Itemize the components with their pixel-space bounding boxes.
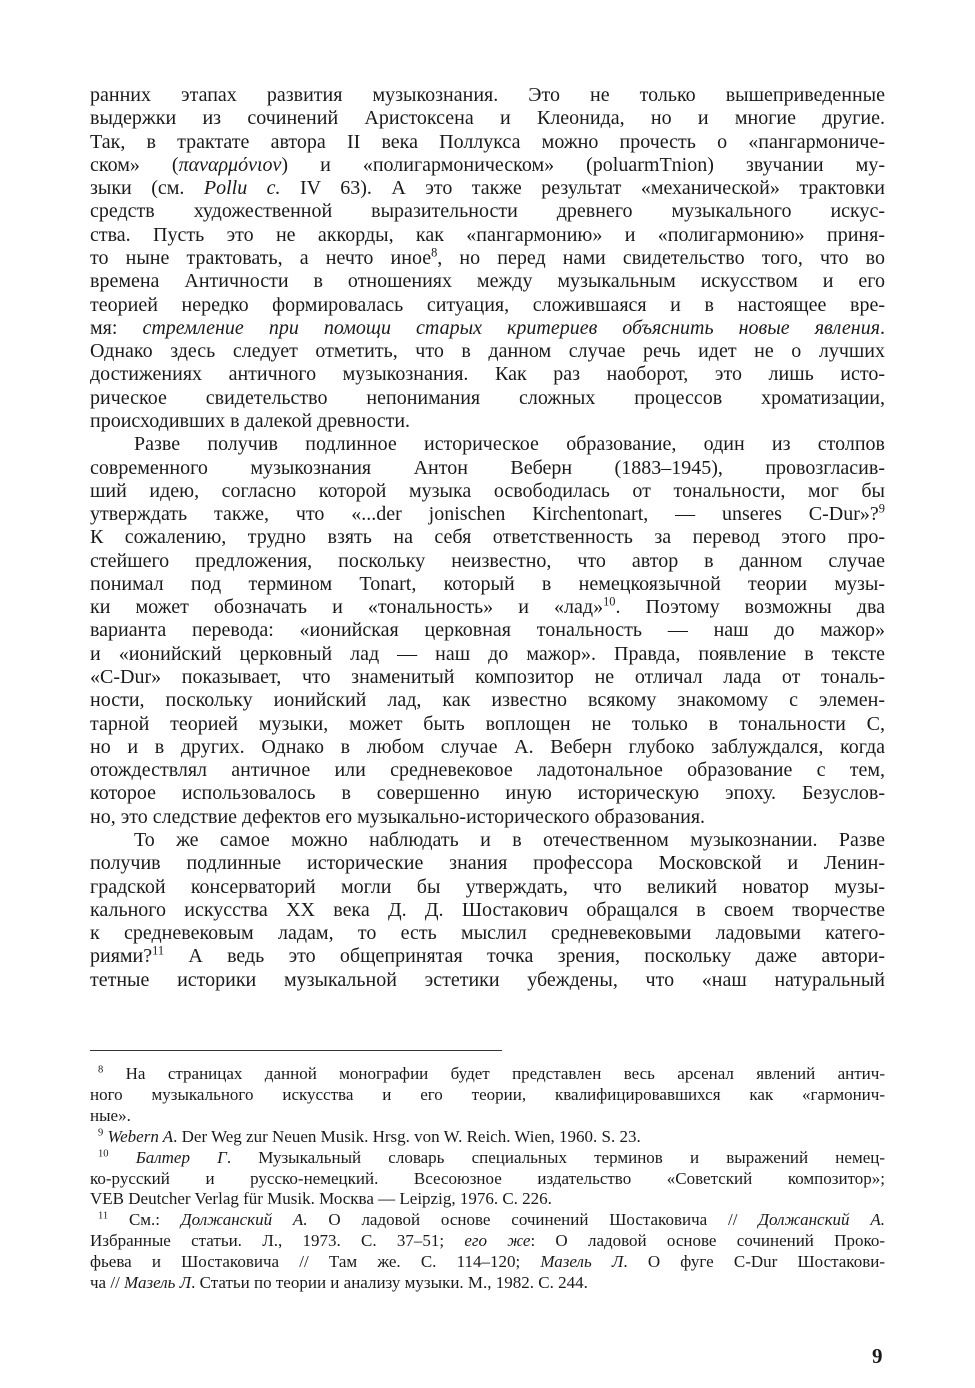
text-segment: IV 63). А это также результат «механической» трактовки xyxy=(280,177,885,200)
text-segment: стейшего предложения, поскольку неизвестно, что автор в данном случае xyxy=(90,549,885,572)
text-segment: . xyxy=(880,316,885,339)
text-line xyxy=(90,736,885,759)
text-line xyxy=(90,433,885,456)
text-segment: то ныне трактовать, а нечто иное xyxy=(90,246,432,269)
text-line xyxy=(90,457,885,480)
italic-text: Должанский А. xyxy=(180,1210,308,1230)
page-number: 9 xyxy=(872,1344,883,1368)
text-segment: То же самое можно наблюдать и в отечественном музыкознании. Разве xyxy=(134,829,885,851)
paragraph xyxy=(90,433,885,829)
text-segment: А ведь это общепринятая точка зрения, поскольку даже автори- xyxy=(164,945,885,968)
text-line xyxy=(90,294,885,317)
text-line xyxy=(90,1085,885,1106)
text-segment: достижениях античного музыкознания. Как раз наоборот, это лишь исто- xyxy=(90,363,885,386)
text-segment: выдержки из сочинений Аристоксена и Клеонида, но и многие другие. xyxy=(90,107,885,130)
text-segment: , но перед нами свидетельство того, что во xyxy=(437,246,885,269)
text-line xyxy=(90,1148,885,1169)
text-segment: ности, поскольку ионийский лад, как известно всякому знакомому с элемен- xyxy=(90,689,885,712)
text-line xyxy=(90,1064,885,1085)
text-line xyxy=(90,410,885,433)
text-line xyxy=(90,131,885,154)
text-segment: тетные историки музыкальной эстетики убеждены, что «наш натуральный xyxy=(90,968,885,991)
footnote xyxy=(90,1064,885,1127)
text-segment: VEB Deutcher Verlag für Musik. Москва — Leipzig, 1976. С. 226. xyxy=(90,1189,552,1209)
text-segment: теорией нередко формировалась ситуация, сложившаяся и в настоящее вре- xyxy=(90,293,885,316)
paragraph xyxy=(90,829,885,992)
text-line xyxy=(90,1106,885,1127)
text-line xyxy=(90,1169,885,1190)
text-segment: но и в других. Однако в любом случае А. Веберн глубоко заблуждался, когда xyxy=(90,735,885,758)
italic-text: Должанский А. xyxy=(758,1210,885,1230)
text-segment: отождествлял античное или средневековое ладотональное образование с тем, xyxy=(90,759,885,782)
italic-text: стремление при помощи старых критериев объяснить новые явления xyxy=(142,316,880,339)
text-segment: к средневековым ладам, то есть мыслил средневековыми ладовыми катего- xyxy=(90,922,885,945)
text-segment: ного музыкального искусства и его теории, квалифицировавшихся как «гармонич- xyxy=(90,1084,885,1104)
text-segment: На страницах данной монографии будет представлен весь арсенал явлений антич- xyxy=(103,1064,885,1083)
footnote xyxy=(90,1148,885,1211)
text-segment: ший идею, согласно которой музыка освободилась от тональности, мог бы xyxy=(90,479,885,502)
text-segment: . О фуге C-Dur Шостакови- xyxy=(623,1252,885,1272)
text-segment: Избранные статьи. Л., 1973. С. 37–51; xyxy=(90,1231,465,1251)
text-segment: «C-Dur» показывает, что знаменитый композитор не отличал лада от тональ- xyxy=(90,666,885,689)
text-line xyxy=(90,1273,885,1294)
text-line xyxy=(90,759,885,782)
text-line xyxy=(90,1252,885,1273)
text-line xyxy=(90,1210,885,1231)
text-line xyxy=(90,480,885,503)
text-line xyxy=(90,270,885,293)
footnotes xyxy=(90,1064,885,1294)
text-line xyxy=(90,387,885,410)
text-segment: ко-русский и русско-немецкий. Всесоюзное издательство «Советский композитор»; xyxy=(90,1168,885,1188)
footnote-separator xyxy=(90,1050,502,1051)
body-text xyxy=(90,84,885,992)
text-segment: фьева и Шостаковича // Там же. С. 114–120; xyxy=(90,1252,541,1272)
paragraph xyxy=(90,84,885,433)
text-segment: К сожалению, трудно взять на себя ответственность за перевод этого про- xyxy=(90,526,885,549)
text-segment: ском» ( xyxy=(90,153,179,176)
text-segment: средств художественной выразительности древнего музыкального искус- xyxy=(90,200,885,223)
text-segment: См.: xyxy=(108,1210,181,1230)
text-segment: О ладовой основе сочинений Шостаковича // xyxy=(307,1210,759,1230)
text-segment: которое использовалось в совершенно иную историческую эпоху. Безуслов- xyxy=(90,782,885,805)
text-line xyxy=(90,317,885,340)
footnote-ref: 8 xyxy=(98,1064,104,1076)
text-line xyxy=(90,619,885,642)
text-segment: ранних этапах развития музыкознания. Это не только вышеприведенные xyxy=(90,84,885,106)
text-segment: ные». xyxy=(90,1105,131,1125)
text-line xyxy=(90,1127,885,1148)
text-segment: ) и «полигармоническом» (poluarmTnion) звучании му- xyxy=(281,153,885,176)
footnote-ref: 9 xyxy=(98,1127,104,1139)
text-line xyxy=(90,899,885,922)
text-segment: Однако здесь следует отметить, что в данном случае речь идет не о лучших xyxy=(90,340,885,363)
text-line xyxy=(90,363,885,386)
text-line xyxy=(90,713,885,736)
text-line xyxy=(90,107,885,130)
text-line xyxy=(90,643,885,666)
text-segment: . Der Weg zur Neuen Musik. Hrsg. von W. Reich. Wien, 1960. S. 23. xyxy=(173,1126,641,1146)
text-segment: тарной теорией музыки, может быть воплощен не только в тональности C, xyxy=(90,712,885,735)
text-line xyxy=(90,666,885,689)
text-segment: рическое свидетельство непонимания сложных процессов хроматизации, xyxy=(90,386,885,409)
italic-text: его же xyxy=(464,1231,531,1251)
text-segment: кального искусства XX века Д. Д. Шостакович обращался в своем творчестве xyxy=(90,898,885,921)
text-line xyxy=(90,154,885,177)
footnote-ref: 11 xyxy=(152,943,165,958)
text-line xyxy=(90,689,885,712)
footnote-ref: 11 xyxy=(98,1211,109,1223)
text-segment: но, это следствие дефектов его музыкально-исторического образования. xyxy=(90,805,706,828)
text-segment: ча // xyxy=(90,1273,125,1293)
text-line xyxy=(90,876,885,899)
text-line xyxy=(90,596,885,619)
text-line xyxy=(90,782,885,805)
text-line xyxy=(90,806,885,829)
text-segment: : О ладовой основе сочинений Проко- xyxy=(530,1231,886,1251)
text-line xyxy=(90,573,885,596)
text-line xyxy=(90,503,885,526)
text-line xyxy=(90,200,885,223)
text-segment: и «ионийский церковный лад — наш до мажор». Правда, появление в тексте xyxy=(90,642,885,665)
text-line xyxy=(90,829,885,852)
text-segment: зыки (см. xyxy=(90,177,204,200)
text-segment: градской консерваторий могли бы утверждать, что великий новатор музы- xyxy=(90,875,885,898)
text-line xyxy=(90,177,885,200)
text-line xyxy=(90,224,885,247)
text-line xyxy=(90,852,885,875)
text-segment: . Поэтому возможны два xyxy=(615,596,885,619)
italic-text: Балтер Г xyxy=(135,1147,227,1167)
text-line xyxy=(90,247,885,270)
footnote xyxy=(90,1127,885,1148)
italic-text: Мазель Л xyxy=(540,1252,624,1272)
text-segment: понимал под термином Tonart, который в немецкоязычной теории музы- xyxy=(90,572,885,595)
text-segment: . Музыкальный словарь специальных терминов и выражений немец- xyxy=(226,1147,886,1167)
text-segment: . Статьи по теории и анализу музыки. М., 1982. С. 244. xyxy=(191,1273,588,1293)
text-segment: времена Античности в отношениях между музыкальным искусством и его xyxy=(90,270,885,293)
italic-text: Мазель Л xyxy=(124,1273,192,1293)
text-line xyxy=(90,84,885,107)
text-line xyxy=(90,550,885,573)
text-segment: утверждать также, что «...der jonischen Kirchentonart, — unseres C-Dur»? xyxy=(90,503,879,526)
text-line xyxy=(90,340,885,363)
text-line xyxy=(90,526,885,549)
text-segment: получив подлинные исторические знания профессора Московской и Ленин- xyxy=(90,852,885,875)
italic-text: Webern A xyxy=(107,1126,174,1146)
text-segment: варианта перевода: «ионийская церковная тональность — наш до мажор» xyxy=(90,619,885,642)
footnote-ref: 10 xyxy=(98,1148,109,1160)
text-line xyxy=(90,945,885,968)
text-line xyxy=(90,1231,885,1252)
footnote-ref: 9 xyxy=(878,501,885,516)
text-segment: современного музыкознания Антон Веберн (1883–1945), провозгласив- xyxy=(90,456,885,479)
text-segment: мя: xyxy=(90,316,143,339)
text-segment: ства. Пусть это не аккорды, как «пангармонию» и «полигармонию» приня- xyxy=(90,223,885,246)
footnote-ref: 8 xyxy=(431,245,438,260)
footnote-ref: 10 xyxy=(603,594,616,609)
italic-text: παναρμόνιον xyxy=(178,153,282,176)
text-segment: происходивших в далекой древности. xyxy=(90,409,411,432)
text-segment xyxy=(109,1148,136,1167)
text-line xyxy=(90,969,885,992)
italic-text: Pollu c. xyxy=(203,177,281,200)
text-segment: риями? xyxy=(90,945,153,968)
footnote xyxy=(90,1210,885,1294)
text-segment: Так, в трактате автора II века Поллукса можно прочесть о «пангармониче- xyxy=(90,130,885,153)
text-line xyxy=(90,922,885,945)
text-line xyxy=(90,1189,885,1210)
text-segment: ки может обозначать и «тональность» и «лад» xyxy=(90,596,604,619)
text-segment: Разве получив подлинное историческое образование, один из столпов xyxy=(134,433,885,456)
